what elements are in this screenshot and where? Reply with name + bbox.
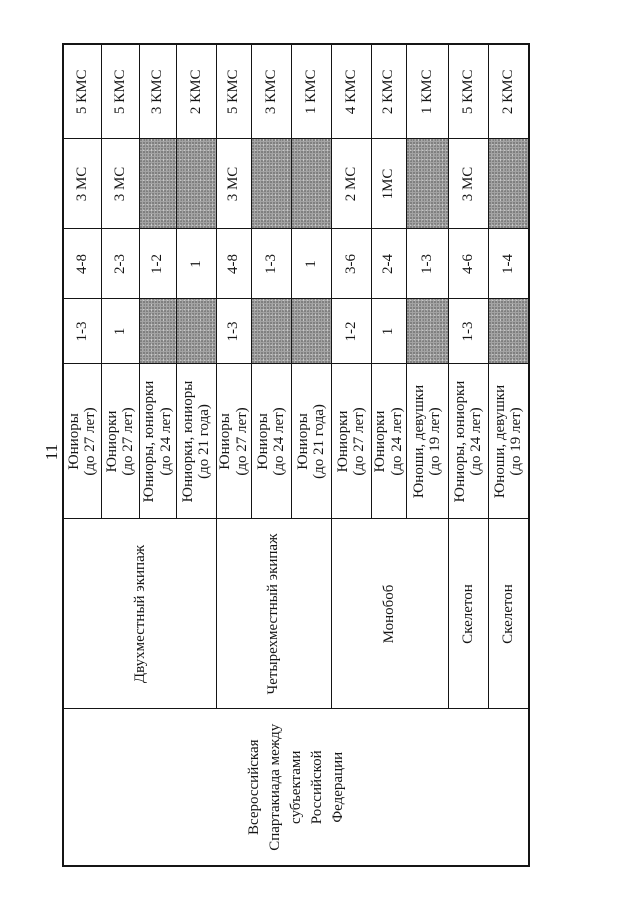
- ms-places-cell: 1: [101, 299, 139, 364]
- kms-places-cell: 1-3: [251, 229, 291, 299]
- age-group-name: Юниоры, юниорки: [451, 380, 468, 503]
- age-group-name: Юниорки: [103, 410, 120, 473]
- ms-places-cell: [406, 299, 448, 364]
- age-group-age: (до 21 года): [311, 404, 327, 479]
- ms-places-cell: [488, 299, 529, 364]
- age-group-age: (до 24 лет): [271, 407, 287, 476]
- kms-places-cell: 2-3: [101, 229, 139, 299]
- age-group-cell: [291, 364, 331, 519]
- age-group-name: Юниорки, юниоры: [179, 380, 196, 503]
- discipline-two-man-bob-cell: Двухместный экипаж: [63, 519, 216, 709]
- ms-places-cell: [176, 299, 216, 364]
- competition-title-line: Федерации: [329, 751, 346, 823]
- kms-count-cell: 1 КМС: [291, 44, 331, 139]
- ms-places-cell: 1-3: [448, 299, 488, 364]
- age-group-cell: [251, 364, 291, 519]
- ms-count-cell: 3 МС: [63, 139, 101, 229]
- kms-count-cell: 5 КМС: [448, 44, 488, 139]
- ms-count-cell: [139, 139, 176, 229]
- ms-count-cell: [406, 139, 448, 229]
- age-group-cell: [101, 364, 139, 519]
- kms-count-cell: 2 КМС: [176, 44, 216, 139]
- competition-title-line: Всероссийская: [245, 739, 262, 836]
- discipline-monobob-cell: Монобоб: [331, 519, 448, 709]
- age-group-cell: [176, 364, 216, 519]
- age-group-name: Юниорки: [334, 410, 351, 473]
- ms-places-cell: 1-3: [63, 299, 101, 364]
- kms-places-cell: 3-6: [331, 229, 371, 299]
- age-group-name: Юноши, девушки: [410, 384, 427, 499]
- competition-title-line: субъектами: [287, 750, 304, 824]
- age-group-name: Юниоры: [217, 413, 233, 470]
- kms-places-cell: 4-8: [216, 229, 251, 299]
- kms-count-cell: 5 КМС: [101, 44, 139, 139]
- ms-places-cell: [291, 299, 331, 364]
- age-group-age: (до 19 лет): [508, 407, 525, 476]
- kms-count-cell: 5 КМС: [216, 44, 251, 139]
- kms-places-cell: 4-6: [448, 229, 488, 299]
- ms-places-cell: [139, 299, 176, 364]
- ms-count-cell: 3 МС: [448, 139, 488, 229]
- age-group-cell: [406, 364, 448, 519]
- age-group-cell: [448, 364, 488, 519]
- kms-places-cell: 2-4: [371, 229, 406, 299]
- table-row: [63, 44, 101, 866]
- age-group-age: (до 27 лет): [233, 407, 250, 476]
- age-group-name: Юниоры, юниорки: [141, 380, 157, 503]
- ms-places-cell: 1: [371, 299, 406, 364]
- age-group-name: Юниорки: [372, 410, 388, 473]
- ms-count-cell: [291, 139, 331, 229]
- kms-places-cell: 1: [291, 229, 331, 299]
- age-group-age: (до 21 года): [196, 404, 212, 479]
- discipline-skeleton-cell: Скелетон: [448, 519, 488, 709]
- age-group-name: Юноши, девушки: [491, 384, 508, 499]
- kms-places-cell: 1-2: [139, 229, 176, 299]
- ms-places-cell: 1-3: [216, 299, 251, 364]
- age-group-age: (до 19 лет): [427, 407, 443, 476]
- age-group-age: (до 24 лет): [157, 407, 174, 476]
- kms-count-cell: 2 КМС: [488, 44, 529, 139]
- age-group-name: Юниоры: [65, 413, 82, 470]
- age-group-name: Юниоры: [254, 413, 271, 470]
- kms-places-cell: 1: [176, 229, 216, 299]
- page-number: 11: [42, 443, 61, 461]
- ms-count-cell: 2 МС: [331, 139, 371, 229]
- kms-count-cell: 4 КМС: [331, 44, 371, 139]
- kms-count-cell: 3 КМС: [251, 44, 291, 139]
- competition-cell: [63, 709, 529, 866]
- kms-places-cell: 4-8: [63, 229, 101, 299]
- competition-title-line: Российской: [308, 750, 325, 825]
- kms-places-cell: 1-4: [488, 229, 529, 299]
- age-group-cell: [139, 364, 176, 519]
- rank-requirements-table: [62, 43, 530, 867]
- ms-count-cell: [176, 139, 216, 229]
- kms-count-cell: 2 КМС: [371, 44, 406, 139]
- discipline-skeleton-youth-cell: Скелетон: [488, 519, 529, 709]
- age-group-cell: [371, 364, 406, 519]
- age-group-age: (до 27 лет): [82, 407, 99, 476]
- age-group-age: (до 27 лет): [351, 407, 367, 476]
- kms-count-cell: 5 КМС: [63, 44, 101, 139]
- ms-count-cell: 1МС: [371, 139, 406, 229]
- ms-count-cell: [488, 139, 529, 229]
- ms-count-cell: [251, 139, 291, 229]
- ms-places-cell: 1-2: [331, 299, 371, 364]
- ms-count-cell: 3 МС: [216, 139, 251, 229]
- competition-title-line: Спартакиада между: [266, 723, 283, 851]
- ms-count-cell: 3 МС: [101, 139, 139, 229]
- age-group-cell: [216, 364, 251, 519]
- age-group-age: (до 24 лет): [468, 407, 484, 476]
- age-group-name: Юниоры: [294, 413, 311, 470]
- kms-count-cell: 3 КМС: [139, 44, 176, 139]
- ms-places-cell: [251, 299, 291, 364]
- rotated-page-content: [42, 45, 528, 867]
- age-group-cell: [63, 364, 101, 519]
- kms-places-cell: 1-3: [406, 229, 448, 299]
- age-group-age: (до 24 лет): [388, 407, 405, 476]
- discipline-four-man-bob-cell: Четырехместный экипаж: [216, 519, 331, 709]
- age-group-cell: [488, 364, 529, 519]
- age-group-age: (до 27 лет): [120, 407, 136, 476]
- competition-title: [244, 714, 349, 862]
- age-group-cell: [331, 364, 371, 519]
- kms-count-cell: 1 КМС: [406, 44, 448, 139]
